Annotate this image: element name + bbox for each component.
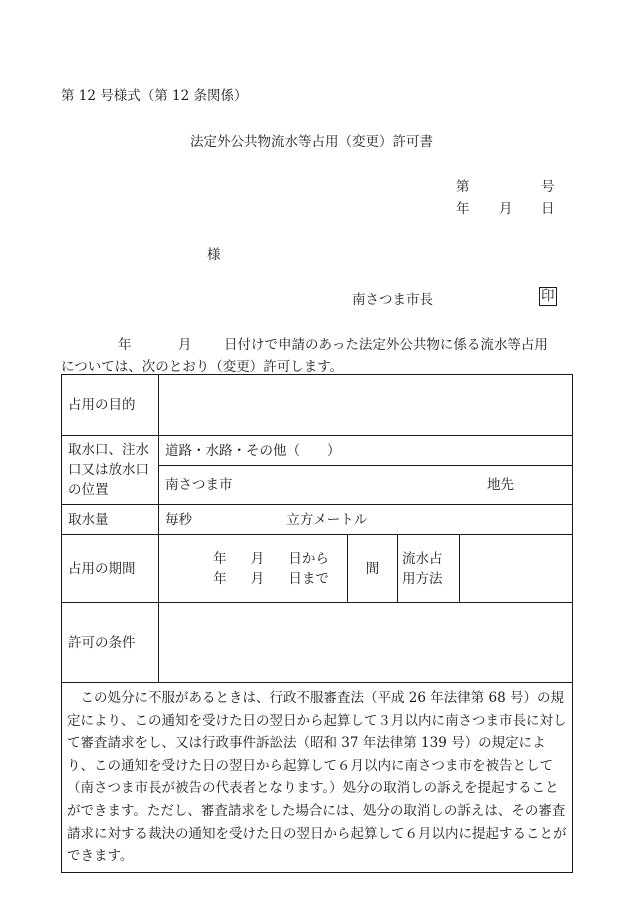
volume-value bbox=[159, 505, 573, 535]
row-conditions bbox=[62, 603, 573, 683]
method-label: 流水占用方法 bbox=[398, 535, 460, 603]
permit-table bbox=[61, 374, 573, 873]
row-location-type bbox=[62, 436, 573, 466]
date-month: 月 bbox=[499, 201, 513, 217]
intro-month: 月 bbox=[178, 337, 192, 353]
row-period bbox=[62, 535, 573, 603]
volume-unit: 立方メートル bbox=[286, 511, 368, 528]
document-title: 法定外公共物流水等占用（変更）許可書 bbox=[190, 134, 433, 150]
period-to-day: 日まで bbox=[288, 570, 329, 587]
date-day: 日 bbox=[541, 201, 555, 217]
location-address bbox=[159, 466, 573, 505]
intro-line2: については、次のとおり（変更）許可します。 bbox=[61, 359, 344, 375]
location-city: 南さつま市 bbox=[165, 477, 233, 493]
purpose-value bbox=[159, 375, 573, 436]
period-to bbox=[199, 569, 343, 589]
method-value bbox=[460, 535, 573, 603]
period-to-year: 年 bbox=[213, 570, 227, 587]
row-notice bbox=[62, 683, 573, 873]
period-between: 間 bbox=[348, 535, 398, 603]
intro-year: 年 bbox=[118, 337, 132, 353]
period-dates bbox=[159, 535, 348, 603]
location-type: 道路・水路・その他（ ） bbox=[159, 436, 573, 466]
doc-number-prefix: 第 bbox=[456, 179, 470, 195]
period-from-year: 年 bbox=[213, 550, 227, 567]
issuer-name: 南さつま市長 bbox=[352, 292, 433, 308]
addressee-suffix: 様 bbox=[207, 247, 221, 263]
period-label: 占用の期間 bbox=[62, 535, 159, 603]
form-number: 第 12 号様式（第 12 条関係） bbox=[61, 88, 248, 104]
date-year: 年 bbox=[456, 201, 470, 217]
period-to-month: 月 bbox=[250, 570, 265, 587]
conditions-label: 許可の条件 bbox=[62, 603, 159, 683]
purpose-label: 占用の目的 bbox=[62, 375, 159, 436]
seal-mark: 印 bbox=[541, 288, 555, 304]
doc-number-suffix: 号 bbox=[541, 179, 555, 195]
location-label: 取水口、注水口又は放水口の位置 bbox=[62, 436, 159, 505]
period-from-month: 月 bbox=[250, 550, 265, 567]
period-from bbox=[199, 549, 343, 569]
period-from-day: 日から bbox=[288, 550, 329, 567]
appeal-notice: この処分に不服があるときは、行政不服審査法（平成 26 年法律第 68 号）の規定により、この通知を受けた日の翌日から起算して３月以内に南さつま市長に対して審査請求をし、又は行政事件訴訟法（昭和 37 年法律第 139 号）の規定により、この通知を受けた日の翌日から起算して６月以内に南さつま市を被告として（南さつま市長が被告の代表者となります。）処分の取消しの訴えを提起することができます。ただし、審査請求をした場合には、処分の取消しの訴えは、その審査請求に対する裁決の通知を受けた日の翌日から起算して６月以内に提起することができます。 bbox=[62, 683, 573, 873]
volume-label: 取水量 bbox=[62, 505, 159, 535]
location-suffix: 地先 bbox=[487, 477, 514, 493]
row-volume bbox=[62, 505, 573, 535]
volume-prefix: 毎秒 bbox=[165, 511, 192, 528]
row-purpose bbox=[62, 375, 573, 436]
intro-line1: 日付けで申請のあった法定外公共物に係る流水等占用 bbox=[224, 337, 548, 353]
conditions-value bbox=[159, 603, 573, 683]
